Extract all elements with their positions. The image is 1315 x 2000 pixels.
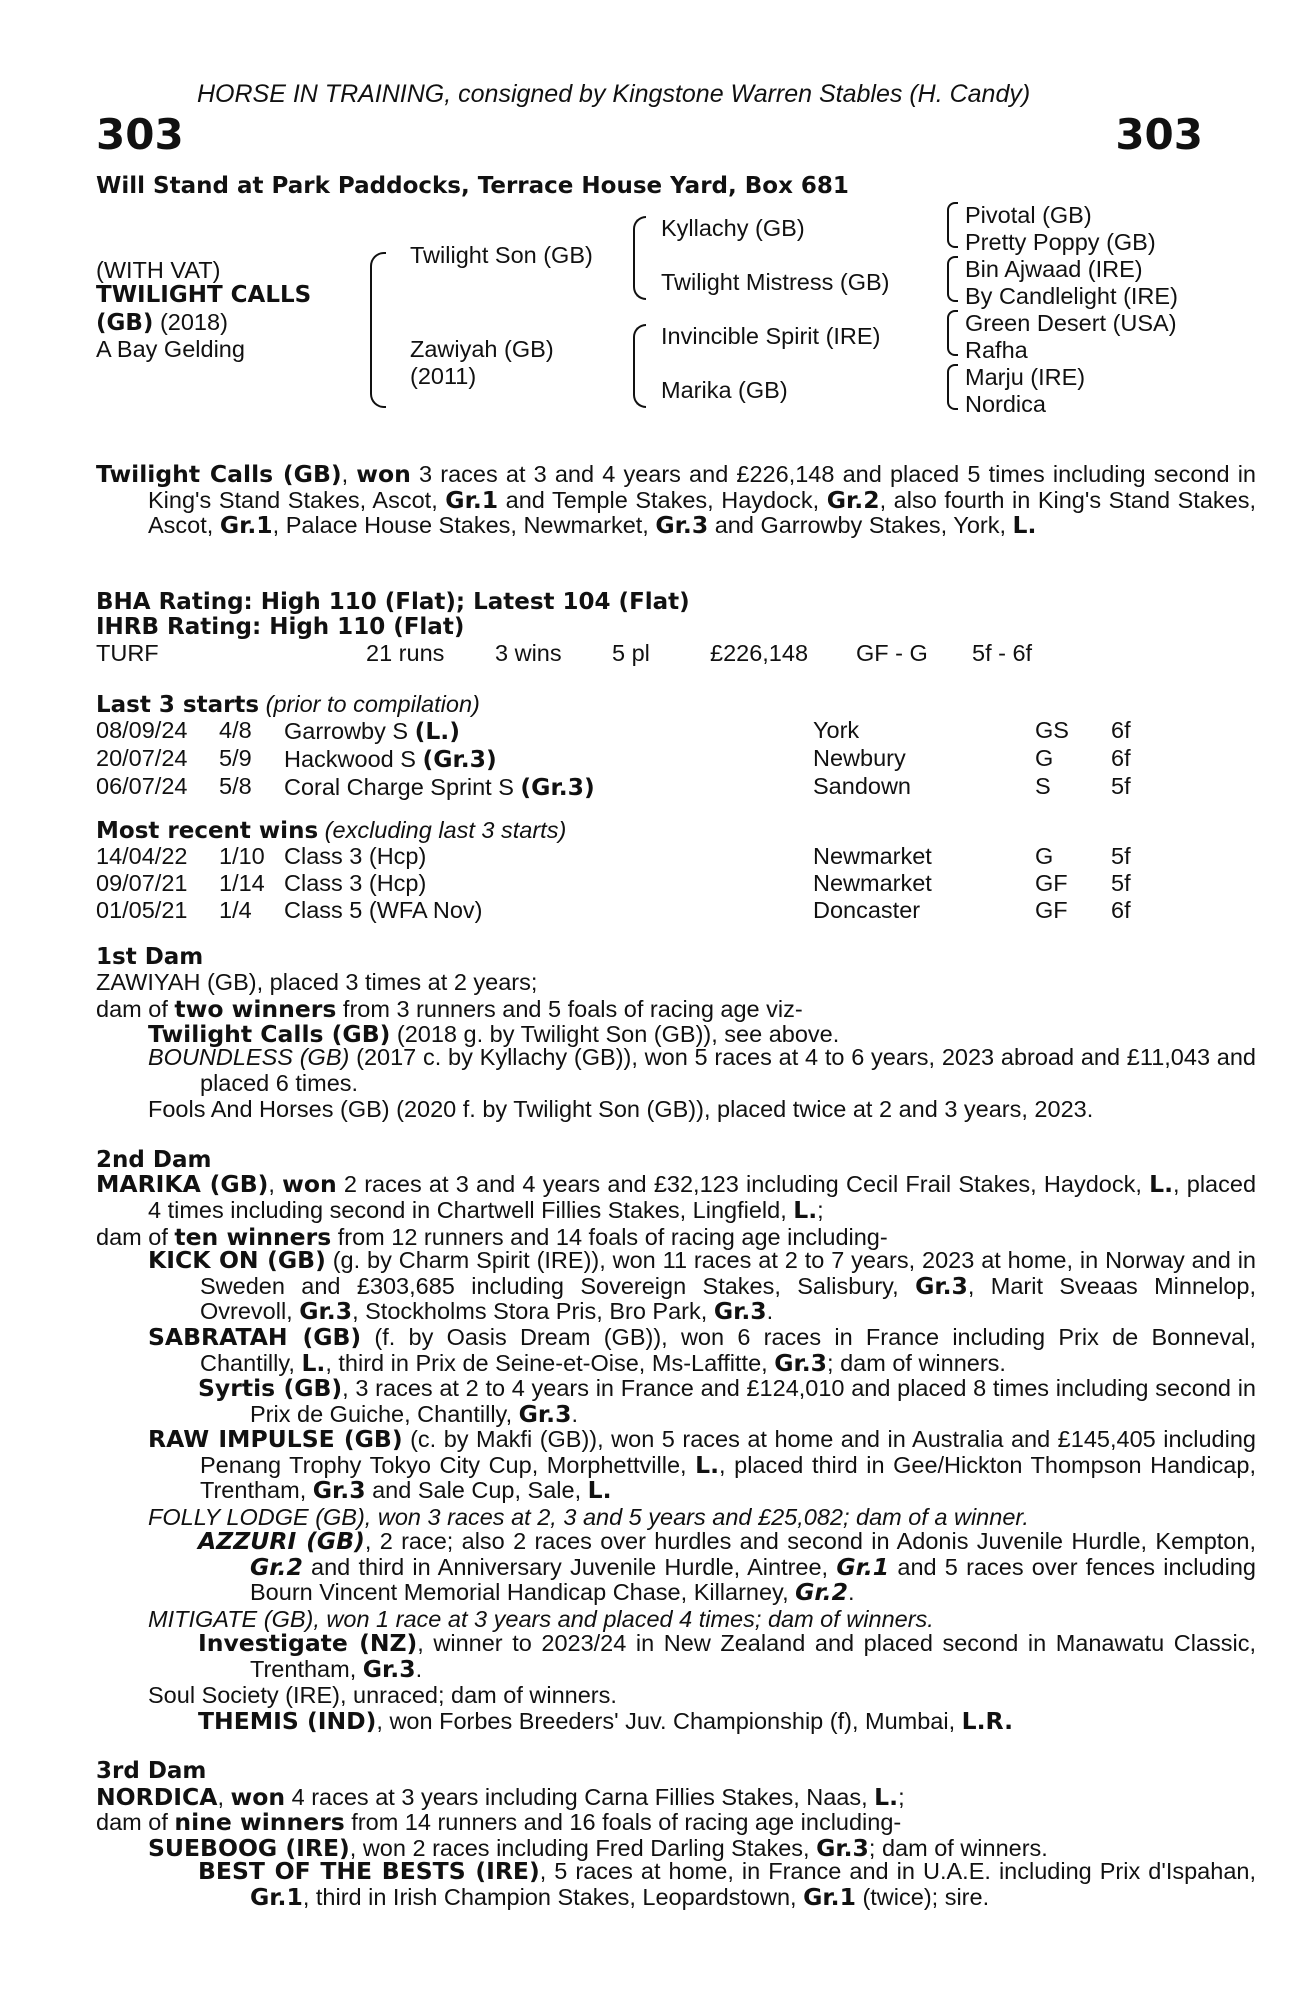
offspring-entry: MITIGATE (GB), won 1 race at 3 years and placed 4 times; dam of winners. [148, 1606, 934, 1632]
turf-distance: 5f - 6f [972, 640, 1033, 666]
horse-origin: (GB) (2018) [96, 309, 228, 336]
offspring-entry: BEST OF THE BESTS (IRE), 5 races at home, in France and in U.A.E. including Prix d'Ispahan, Gr.1, third in Irish Champion Stakes, Leopardstown, Gr.1 (twice); sire. [198, 1857, 1256, 1911]
ss-sire: Pivotal (GB) [965, 202, 1092, 228]
dam-dam: Marika (GB) [661, 377, 788, 403]
offspring-entry: AZZURI (GB), 2 race; also 2 races over hurdles and second in Adonis Juvenile Hurdle, Kempton, Gr.2 and third in Anniversary Juvenile Hurdle, Aintree, Gr.1 and 5 races over fences including Bourn Vincent Memorial Handicap Chase, Killarney, Gr.2. [198, 1527, 1256, 1607]
pedigree-brace [633, 324, 646, 408]
consignment-header: HORSE IN TRAINING, consigned by Kingstone Warren Stables (H. Candy) [197, 80, 1031, 108]
last-starts-table [96, 717, 1131, 801]
ds-dam: Rafha [965, 337, 1028, 363]
first-dam-produce: dam of two winners from 3 runners and 5 foals of racing age viz- [96, 995, 803, 1023]
offspring-entry: THEMIS (IND), won Forbes Breeders' Juv. Championship (f), Mumbai, L.R. [198, 1707, 1014, 1735]
table-row: 08/09/24 4/8 Garrowby S (L.) York GS 6f [96, 717, 1131, 745]
dam: Zawiyah (GB) [410, 336, 554, 362]
turf-earnings: £226,148 [710, 640, 809, 666]
second-dam-produce: dam of ten winners from 12 runners and 14 foals of racing age including- [96, 1223, 888, 1251]
third-dam-heading: 3rd Dam [96, 1758, 207, 1784]
pedigree-brace [947, 202, 958, 248]
pedigree-brace [633, 216, 646, 300]
table-row: 20/07/24 5/9 Hackwood S (Gr.3) Newbury G 6f [96, 745, 1131, 773]
dam-year: (2011) [410, 363, 477, 389]
vat-note: (WITH VAT) [96, 257, 221, 283]
second-dam-heading: 2nd Dam [96, 1147, 212, 1173]
turf-placed: 5 pl [612, 640, 650, 666]
third-dam-line: NORDICA, won 4 races at 3 years including Carna Fillies Stakes, Naas, L.; [96, 1783, 905, 1811]
sire: Twilight Son (GB) [410, 242, 593, 268]
offspring-entry: Investigate (NZ), winner to 2023/24 in New Zealand and placed second in Manawatu Classic, Trentham, Gr.3. [198, 1629, 1256, 1683]
pedigree-brace [947, 364, 958, 410]
table-row: 09/07/21 1/14 Class 3 (Hcp) Newmarket GF 5f [96, 870, 1131, 896]
offspring-entry: SUEBOOG (IRE), won 2 races including Fred Darling Stakes, Gr.3; dam of winners. [148, 1834, 1048, 1862]
table-row: 01/05/21 1/4 Class 5 (WFA Nov) Doncaster GF 6f [96, 897, 1131, 923]
lot-number-left: 303 [96, 110, 184, 159]
offspring-entry: Fools And Horses (GB) (2020 f. by Twilight Son (GB)), placed twice at 2 and 3 years, 2023. [148, 1096, 1094, 1122]
dd-dam: Nordica [965, 391, 1046, 417]
offspring-entry: RAW IMPULSE (GB) (c. by Makfi (GB)), won 5 races at home and in Australia and £145,405 including Penang Trophy Tokyo City Cup, Morphettville, L., placed third in Gee/Hickton Thompson Handicap, Trentham, Gr.3 and Sale Cup, Sale, L. [148, 1425, 1256, 1505]
sd-sire: Bin Ajwaad (IRE) [965, 256, 1143, 282]
horse-name: TWILIGHT CALLS [96, 282, 312, 308]
last-starts-heading: Last 3 starts (prior to compilation) [96, 691, 480, 718]
stabling-location: Will Stand at Park Paddocks, Terrace House Yard, Box 681 [96, 173, 849, 199]
table-row: 06/07/24 5/8 Coral Charge Sprint S (Gr.3) Sandown S 5f [96, 773, 1131, 801]
ihrb-rating: IHRB Rating: High 110 (Flat) [96, 614, 465, 640]
table-row: 14/04/22 1/10 Class 3 (Hcp) Newmarket G 5f [96, 843, 1131, 869]
ss-dam: Pretty Poppy (GB) [965, 229, 1156, 255]
turf-runs: 21 runs [366, 640, 445, 666]
bha-rating: BHA Rating: High 110 (Flat); Latest 104 (Flat) [96, 589, 690, 615]
recent-wins-heading: Most recent wins (excluding last 3 starts) [96, 817, 567, 844]
pedigree-brace [947, 256, 958, 302]
pedigree-brace [947, 310, 958, 356]
offspring-entry: Syrtis (GB), 3 races at 2 to 4 years in France and £124,010 and placed 8 times including second in Prix de Guiche, Chantilly, Gr.3. [198, 1374, 1256, 1428]
offspring-entry: Soul Society (IRE), unraced; dam of winners. [148, 1682, 617, 1708]
offspring-entry: BOUNDLESS (GB) (2017 c. by Kyllachy (GB)), won 5 races at 4 to 6 years, 2023 abroad and £11,043 and placed 6 times. [148, 1044, 1256, 1096]
race-summary: Twilight Calls (GB), won 3 races at 3 and 4 years and £226,148 and placed 5 times including second in King's Stand Stakes, Ascot, Gr.1 and Temple Stakes, Haydock, Gr.2, also fourth in King's Stand Stakes, Ascot, Gr.1, Palace House Stakes, Newmarket, Gr.3 and Garrowby Stakes, York, L. [96, 460, 1257, 540]
recent-wins-table [96, 843, 1131, 924]
turf-wins: 3 wins [495, 640, 562, 666]
offspring-entry: KICK ON (GB) (g. by Charm Spirit (IRE)), won 11 races at 2 to 7 years, 2023 at home, in Norway and in Sweden and £303,685 including Sovereign Stakes, Salisbury, Gr.3, Marit Sveaas Minnelop, Ovrevoll, Gr.3, Stockholms Stora Pris, Bro Park, Gr.3. [148, 1246, 1256, 1326]
first-dam-heading: 1st Dam [96, 944, 204, 970]
ds-sire: Green Desert (USA) [965, 310, 1177, 336]
pedigree-brace [370, 252, 386, 408]
sire-sire: Kyllachy (GB) [661, 215, 805, 241]
offspring-entry: Twilight Calls (GB) (2018 g. by Twilight Son (GB)), see above. [148, 1020, 840, 1048]
third-dam-produce: dam of nine winners from 14 runners and 16 foals of racing age including- [96, 1808, 902, 1836]
horse-description: A Bay Gelding [96, 336, 245, 362]
first-dam-line: ZAWIYAH (GB), placed 3 times at 2 years; [96, 969, 538, 995]
sire-dam: Twilight Mistress (GB) [661, 269, 890, 295]
offspring-entry: FOLLY LODGE (GB), won 3 races at 2, 3 and 5 years and £25,082; dam of a winner. [148, 1504, 1029, 1530]
lot-number-right: 303 [1115, 110, 1203, 159]
second-dam-line: MARIKA (GB), won 2 races at 3 and 4 years and £32,123 including Cecil Frail Stakes, Haydock, L., placed 4 times including second in Chartwell Fillies Stakes, Lingfield, L.; [96, 1170, 1257, 1224]
dd-sire: Marju (IRE) [965, 364, 1086, 390]
sd-dam: By Candlelight (IRE) [965, 283, 1178, 309]
offspring-entry: SABRATAH (GB) (f. by Oasis Dream (GB)), won 6 races in France including Prix de Bonneval, Chantilly, L., third in Prix de Seine-et-Oise, Ms-Laffitte, Gr.3; dam of winners. [148, 1323, 1256, 1377]
turf-going: GF - G [856, 640, 928, 666]
turf-label: TURF [96, 640, 159, 666]
dam-sire: Invincible Spirit (IRE) [661, 323, 881, 349]
